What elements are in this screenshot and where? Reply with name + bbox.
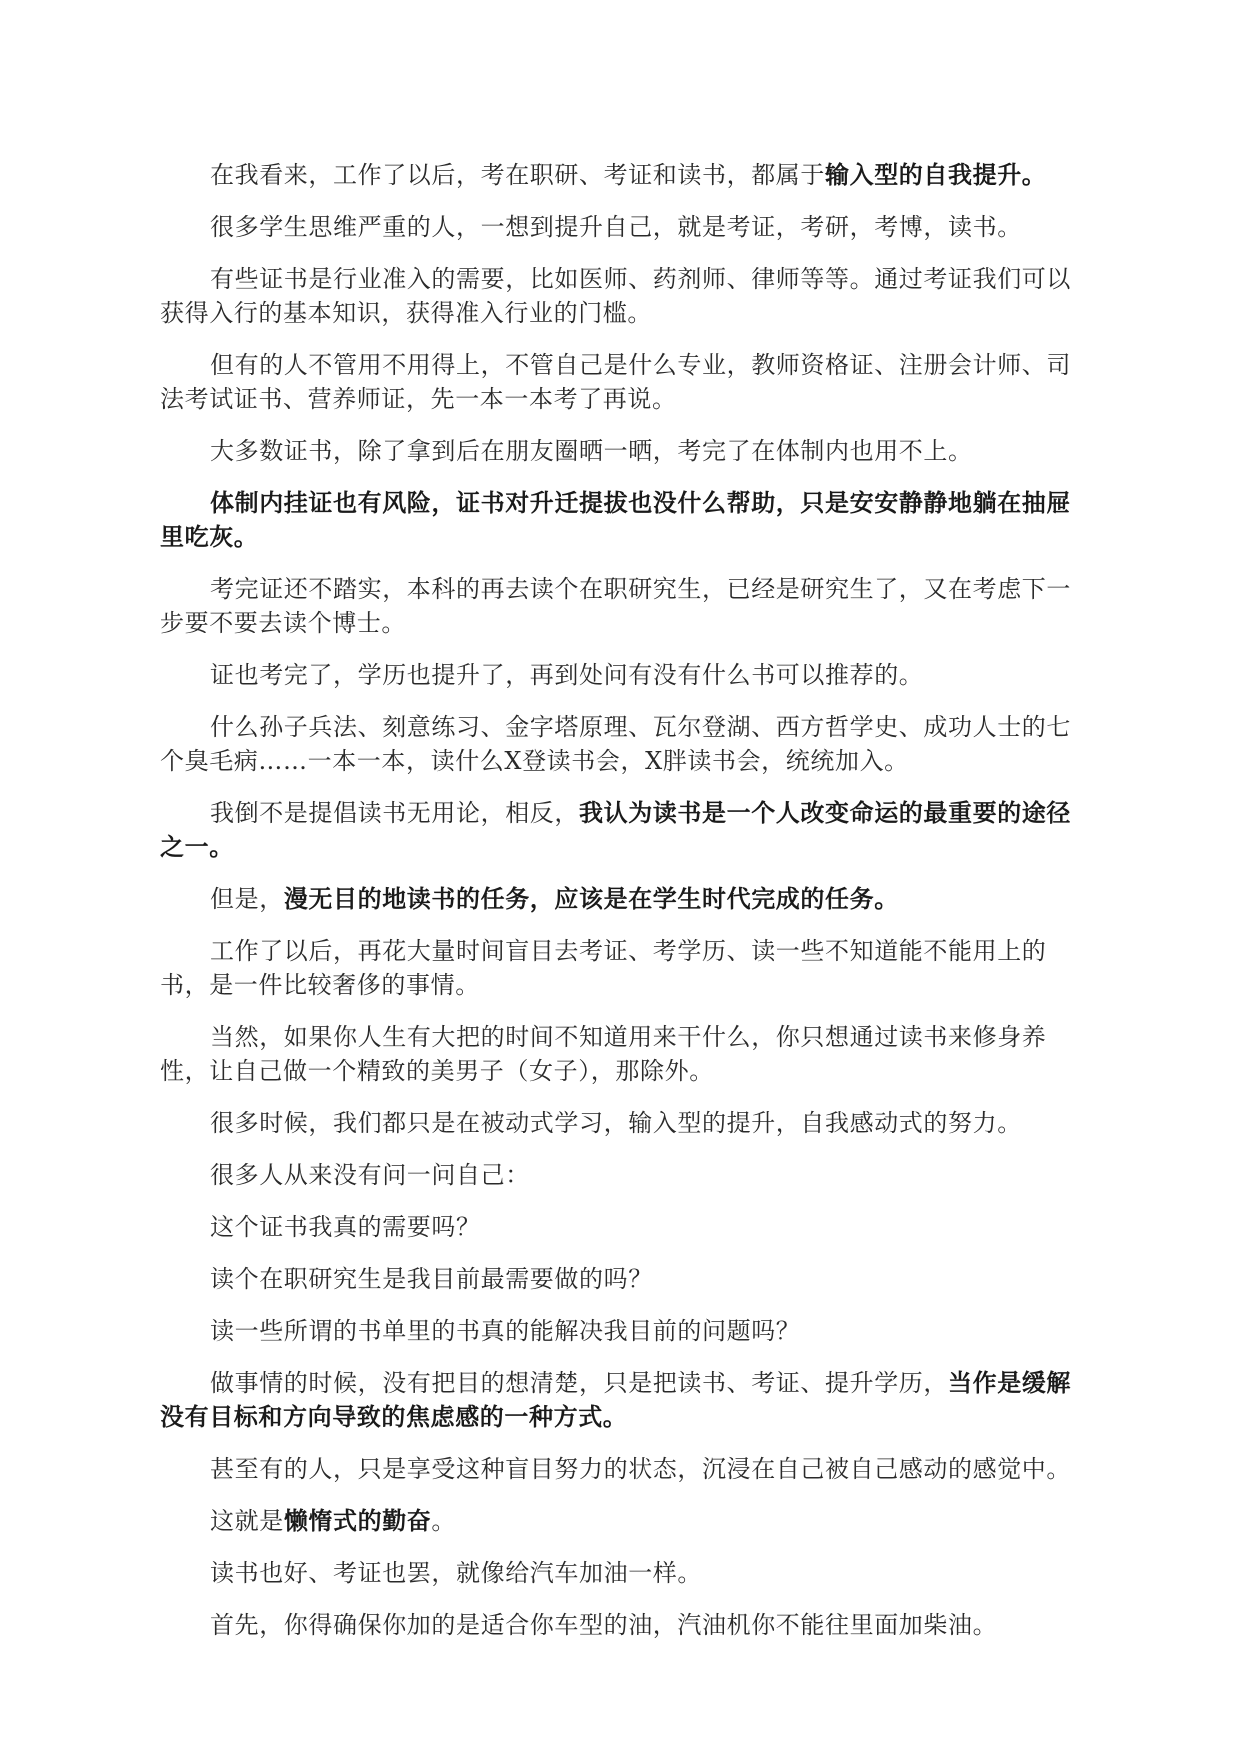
bold-text-run: 当作是缓解没有目标和方向导致的焦虑感的一种方式。 (160, 1369, 1071, 1431)
paragraph (160, 1210, 1090, 1244)
text-run: 读一些所谓的书单里的书真的能解决我目前的问题吗？ (210, 1317, 801, 1345)
paragraph (160, 1556, 1090, 1590)
text-run: 。 (431, 1507, 457, 1535)
text-run: 在我看来，工作了以后，考在职研、考证和读书，都属于 (210, 161, 825, 189)
paragraph (160, 1314, 1090, 1348)
text-run: 这个证书我真的需要吗？ (210, 1213, 481, 1241)
text-run: 当然，如果你人生有大把的时间不知道用来干什么，你只想通过读书来修身养性，让自己做一个精致的美男子（女子），那除外。 (160, 1023, 1047, 1085)
paragraph (160, 210, 1090, 244)
paragraph (160, 1504, 1090, 1538)
text-run: 读个在职研究生是我目前最需要做的吗？ (210, 1265, 653, 1293)
bold-text-run: 我认为读书是一个人改变命运的最重要的途径之一。 (160, 799, 1071, 861)
paragraph (160, 1106, 1090, 1140)
text-run: 很多时候，我们都只是在被动式学习，输入型的提升，自我感动式的努力。 (210, 1109, 1022, 1137)
text-run: 做事情的时候，没有把目的想清楚，只是把读书、考证、提升学历， (210, 1369, 948, 1397)
paragraph (160, 348, 1090, 416)
text-run: 这就是 (210, 1507, 284, 1535)
paragraph (160, 1366, 1090, 1434)
paragraph (160, 934, 1090, 1002)
text-run: 工作了以后，再花大量时间盲目去考证、考学历、读一些不知道能不能用上的书，是一件比较奢侈的事情。 (160, 937, 1047, 999)
text-run: 很多学生思维严重的人，一想到提升自己，就是考证，考研，考博，读书。 (210, 213, 1022, 241)
text-run: 很多人从来没有问一问自己： (210, 1161, 530, 1189)
paragraph (160, 710, 1090, 778)
text-run: 考完证还不踏实，本科的再去读个在职研究生，已经是研究生了，又在考虑下一步要不要去读个博士。 (160, 575, 1071, 637)
text-run: 首先，你得确保你加的是适合你车型的油，汽油机你不能往里面加柴油。 (210, 1611, 998, 1639)
text-run: 但是， (210, 885, 284, 913)
text-run: 但有的人不管用不用得上，不管自己是什么专业，教师资格证、注册会计师、司法考试证书、营养师证，先一本一本考了再说。 (160, 351, 1071, 413)
paragraph (160, 486, 1090, 554)
text-run: 我倒不是提倡读书无用论，相反， (210, 799, 579, 827)
paragraph (160, 1158, 1090, 1192)
bold-text-run: 懒惰式的勤奋 (283, 1507, 432, 1535)
text-run: 什么孙子兵法、刻意练习、金字塔原理、瓦尔登湖、西方哲学史、成功人士的七个臭毛病……一本一本，读什么X登读书会，X胖读书会，统统加入。 (160, 713, 1071, 775)
paragraph (160, 572, 1090, 640)
paragraph (160, 434, 1090, 468)
paragraph (160, 658, 1090, 692)
text-run: 读书也好、考证也罢，就像给汽车加油一样。 (210, 1559, 702, 1587)
paragraph (160, 262, 1090, 330)
paragraph (160, 796, 1090, 864)
text-run: 大多数证书，除了拿到后在朋友圈晒一晒，考完了在体制内也用不上。 (210, 437, 973, 465)
paragraph (160, 882, 1090, 916)
paragraph (160, 1608, 1090, 1642)
document-body (160, 158, 1090, 1660)
bold-text-run: 漫无目的地读书的任务，应该是在学生时代完成的任务。 (283, 885, 899, 913)
bold-text-run: 体制内挂证也有风险，证书对升迁提拔也没什么帮助，只是安安静静地躺在抽屉里吃灰。 (160, 489, 1071, 551)
paragraph (160, 1262, 1090, 1296)
paragraph (160, 1452, 1090, 1486)
paragraph (160, 158, 1090, 192)
text-run: 甚至有的人，只是享受这种盲目努力的状态，沉浸在自己被自己感动的感觉中。 (210, 1455, 1071, 1483)
bold-text-run: 输入型的自我提升。 (825, 161, 1047, 189)
text-run: 证也考完了，学历也提升了，再到处问有没有什么书可以推荐的。 (210, 661, 924, 689)
text-run: 有些证书是行业准入的需要，比如医师、药剂师、律师等等。通过考证我们可以获得入行的基本知识，获得准入行业的门槛。 (160, 265, 1071, 327)
paragraph (160, 1020, 1090, 1088)
